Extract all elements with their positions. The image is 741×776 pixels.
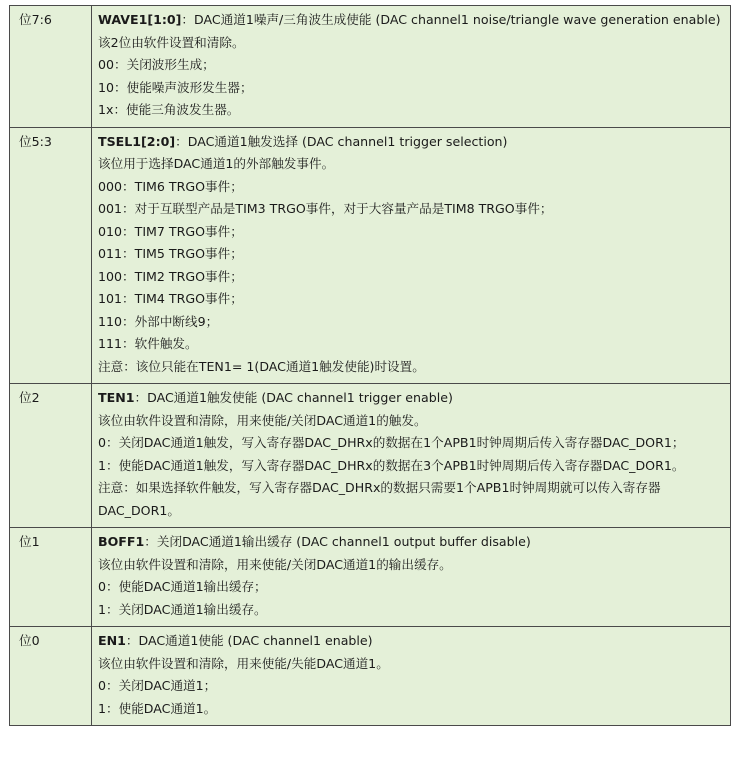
description-line: 100：TIM2 TRGO事件； <box>98 268 243 284</box>
description-line: 1：使能DAC通道1触发，写入寄存器DAC_DHRx的数据在3个APB1时钟周期后传入寄存器DAC_DOR1。 <box>98 457 685 473</box>
description-line: 1：关闭DAC通道1输出缓存。 <box>98 601 267 617</box>
field-heading <box>98 531 724 554</box>
description-line: 该位由软件设置和清除，用来使能/关闭DAC通道1的触发。 <box>98 412 427 428</box>
description-line: 0：使能DAC通道1输出缓存； <box>98 579 267 594</box>
register-bit-table <box>9 5 731 726</box>
bit-description <box>92 627 731 726</box>
field-name: WAVE1[1:0] <box>98 12 182 27</box>
description-line: 注意：该位只能在TEN1= 1(DAC通道1触发使能)时设置。 <box>98 358 425 374</box>
description-line: 该位用于选择DAC通道1的外部触发事件。 <box>98 156 335 171</box>
bit-position: 位7:6 <box>10 6 92 128</box>
description-line: 注意：如果选择软件触发，写入寄存器DAC_DHRx的数据只需要1个APB1时钟周期就可以传入寄存器DAC_DOR1。 <box>98 480 661 518</box>
field-title: ：DAC通道1触发选择 (DAC channel1 trigger selection) <box>175 133 508 149</box>
description-line: 0：关闭DAC通道1； <box>98 678 217 693</box>
bit-position: 位2 <box>10 384 92 528</box>
description-line: 该位由软件设置和清除，用来使能/关闭DAC通道1的输出缓存。 <box>98 556 452 572</box>
field-heading <box>98 9 724 32</box>
bit-position: 位0 <box>10 627 92 726</box>
description-line: 1：使能DAC通道1。 <box>98 700 217 716</box>
field-title: ：DAC通道1触发使能 (DAC channel1 trigger enable) <box>134 390 453 405</box>
field-name: TSEL1[2:0] <box>98 133 176 149</box>
field-heading <box>98 630 724 653</box>
description-line: 1x：使能三角波发生器。 <box>98 102 240 117</box>
field-heading <box>98 387 724 410</box>
table-row <box>10 384 731 528</box>
field-name: BOFF1 <box>98 534 145 549</box>
table-row <box>10 528 731 627</box>
bit-description <box>92 6 731 128</box>
table-row <box>10 127 731 384</box>
description-line: 101：TIM4 TRGO事件； <box>98 291 243 306</box>
description-line: 00：关闭波形生成； <box>98 57 215 72</box>
field-name: EN1 <box>98 633 126 648</box>
bit-position: 位1 <box>10 528 92 627</box>
field-heading <box>98 131 724 154</box>
description-line: 0：关闭DAC通道1触发，写入寄存器DAC_DHRx的数据在1个APB1时钟周期后传入寄存器DAC_DOR1； <box>98 435 685 450</box>
field-name: TEN1 <box>98 390 135 405</box>
description-line: 该2位由软件设置和清除。 <box>98 34 245 50</box>
bit-position: 位5:3 <box>10 127 92 384</box>
description-line: 001：对于互联型产品是TIM3 TRGO事件，对于大容量产品是TIM8 TRGO事件； <box>98 201 553 216</box>
description-line: 111：软件触发。 <box>98 336 198 351</box>
table-row <box>10 627 731 726</box>
bit-description <box>92 528 731 627</box>
field-title: ：DAC通道1使能 (DAC channel1 enable) <box>125 633 373 648</box>
bit-description <box>92 127 731 384</box>
field-title: ：DAC通道1噪声/三角波生成使能 (DAC channel1 noise/triangle wave generation enable) <box>181 12 721 27</box>
description-line: 该位由软件设置和清除，用来使能/失能DAC通道1。 <box>98 655 389 671</box>
description-line: 110：外部中断线9； <box>98 313 219 329</box>
description-line: 000：TIM6 TRGO事件； <box>98 178 243 194</box>
field-title: ：关闭DAC通道1输出缓存 (DAC channel1 output buffer disable) <box>144 534 531 549</box>
description-line: 011：TIM5 TRGO事件； <box>98 246 243 261</box>
description-line: 010：TIM7 TRGO事件； <box>98 223 243 239</box>
description-line: 10：使能噪声波形发生器； <box>98 79 253 95</box>
bit-description <box>92 384 731 528</box>
table-row <box>10 6 731 128</box>
